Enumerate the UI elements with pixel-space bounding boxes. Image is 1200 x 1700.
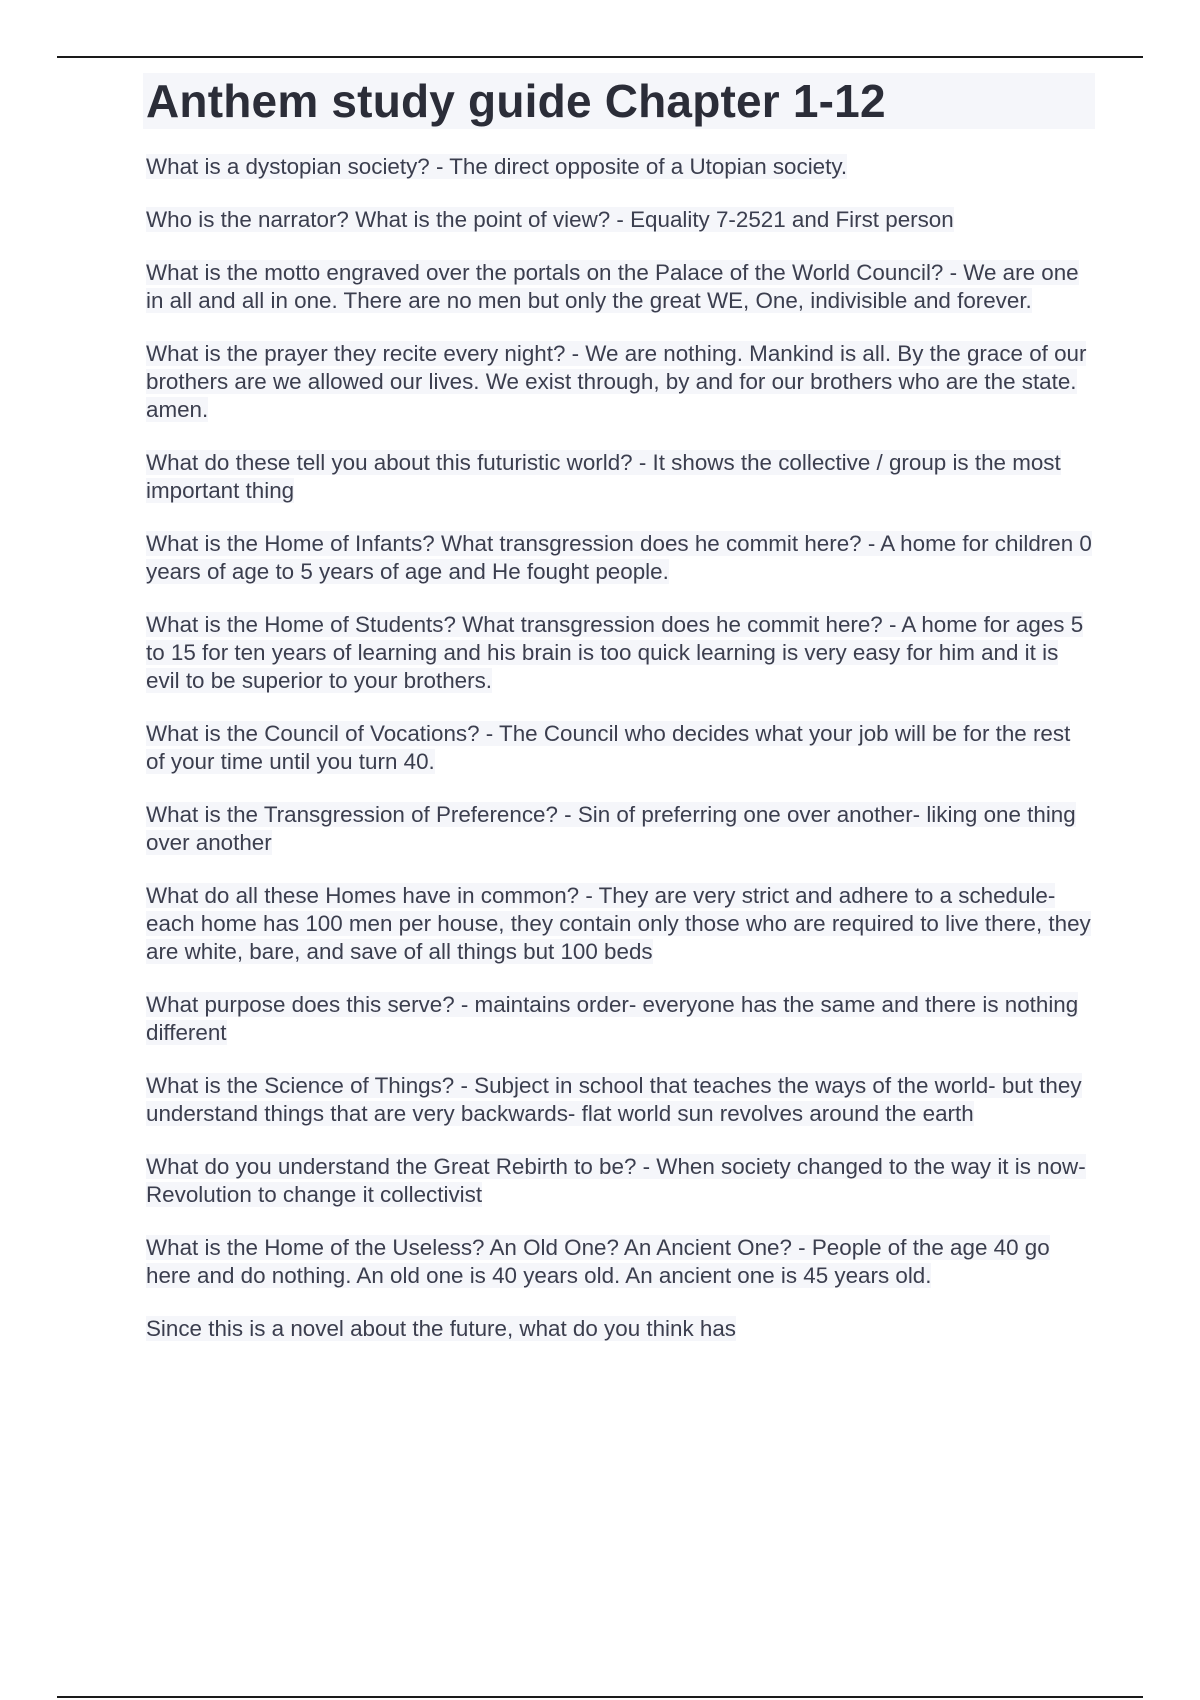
qa-entry bbox=[143, 611, 1095, 695]
qa-text: What is the Transgression of Preference? - Sin of preferring one over another- liking one thing over another bbox=[146, 802, 1076, 855]
qa-text: What is the Science of Things? - Subject in school that teaches the ways of the world- but they understand things that are very backwards- flat world sun revolves around the earth bbox=[146, 1073, 1082, 1126]
qa-entry bbox=[143, 153, 1095, 181]
qa-text: What is the Home of Students? What transgression does he commit here? - A home for ages 5 to 15 for ten years of learning and his brain is too quick learning is very easy for him and it is evil to be superior to your brothers. bbox=[146, 612, 1084, 693]
qa-text: What is a dystopian society? - The direct opposite of a Utopian society. bbox=[146, 154, 848, 179]
top-divider bbox=[57, 56, 1143, 58]
qa-entry bbox=[143, 1315, 1095, 1343]
qa-text: What is the prayer they recite every night? - We are nothing. Mankind is all. By the grace of our brothers are we allowed our lives. We exist through, by and for our brothers who are the state. amen. bbox=[146, 341, 1087, 422]
qa-entry bbox=[143, 801, 1095, 857]
document-body bbox=[143, 73, 1095, 1368]
qa-text: What is the Council of Vocations? - The Council who decides what your job will be for the rest of your time until you turn 40. bbox=[146, 721, 1071, 774]
qa-text: What do these tell you about this futuristic world? - It shows the collective / group is the most important thing bbox=[146, 450, 1061, 503]
bottom-divider bbox=[57, 1696, 1143, 1698]
qa-text: Who is the narrator? What is the point of view? - Equality 7-2521 and First person bbox=[146, 207, 954, 232]
qa-entry bbox=[143, 882, 1095, 966]
qa-entry bbox=[143, 206, 1095, 234]
qa-entry bbox=[143, 340, 1095, 424]
qa-entry bbox=[143, 1153, 1095, 1209]
qa-text: What is the motto engraved over the portals on the Palace of the World Council? - We are one in all and all in one. There are no men but only the great WE, One, indivisible and forever. bbox=[146, 260, 1079, 313]
document-title: Anthem study guide Chapter 1-12 bbox=[143, 73, 1095, 129]
qa-entry bbox=[143, 259, 1095, 315]
qa-text: What is the Home of Infants? What transgression does he commit here? - A home for children 0 years of age to 5 years of age and He fought people. bbox=[146, 531, 1092, 584]
qa-entry bbox=[143, 1072, 1095, 1128]
qa-entry bbox=[143, 449, 1095, 505]
qa-entry bbox=[143, 720, 1095, 776]
qa-text: What is the Home of the Useless? An Old One? An Ancient One? - People of the age 40 go here and do nothing. An old one is 40 years old. An ancient one is 45 years old. bbox=[146, 1235, 1050, 1288]
qa-text: What do you understand the Great Rebirth to be? - When society changed to the way it is now- Revolution to change it collectivist bbox=[146, 1154, 1086, 1207]
qa-text: What purpose does this serve? - maintains order- everyone has the same and there is nothing different bbox=[146, 992, 1079, 1045]
qa-entry bbox=[143, 991, 1095, 1047]
qa-text: Since this is a novel about the future, what do you think has bbox=[146, 1316, 736, 1341]
qa-list bbox=[143, 153, 1095, 1343]
qa-entry bbox=[143, 1234, 1095, 1290]
qa-entry bbox=[143, 530, 1095, 586]
qa-text: What do all these Homes have in common? - They are very strict and adhere to a schedule- each home has 100 men per house, they contain only those who are required to live there, they are white, bare, and save of all things but 100 beds bbox=[146, 883, 1091, 964]
